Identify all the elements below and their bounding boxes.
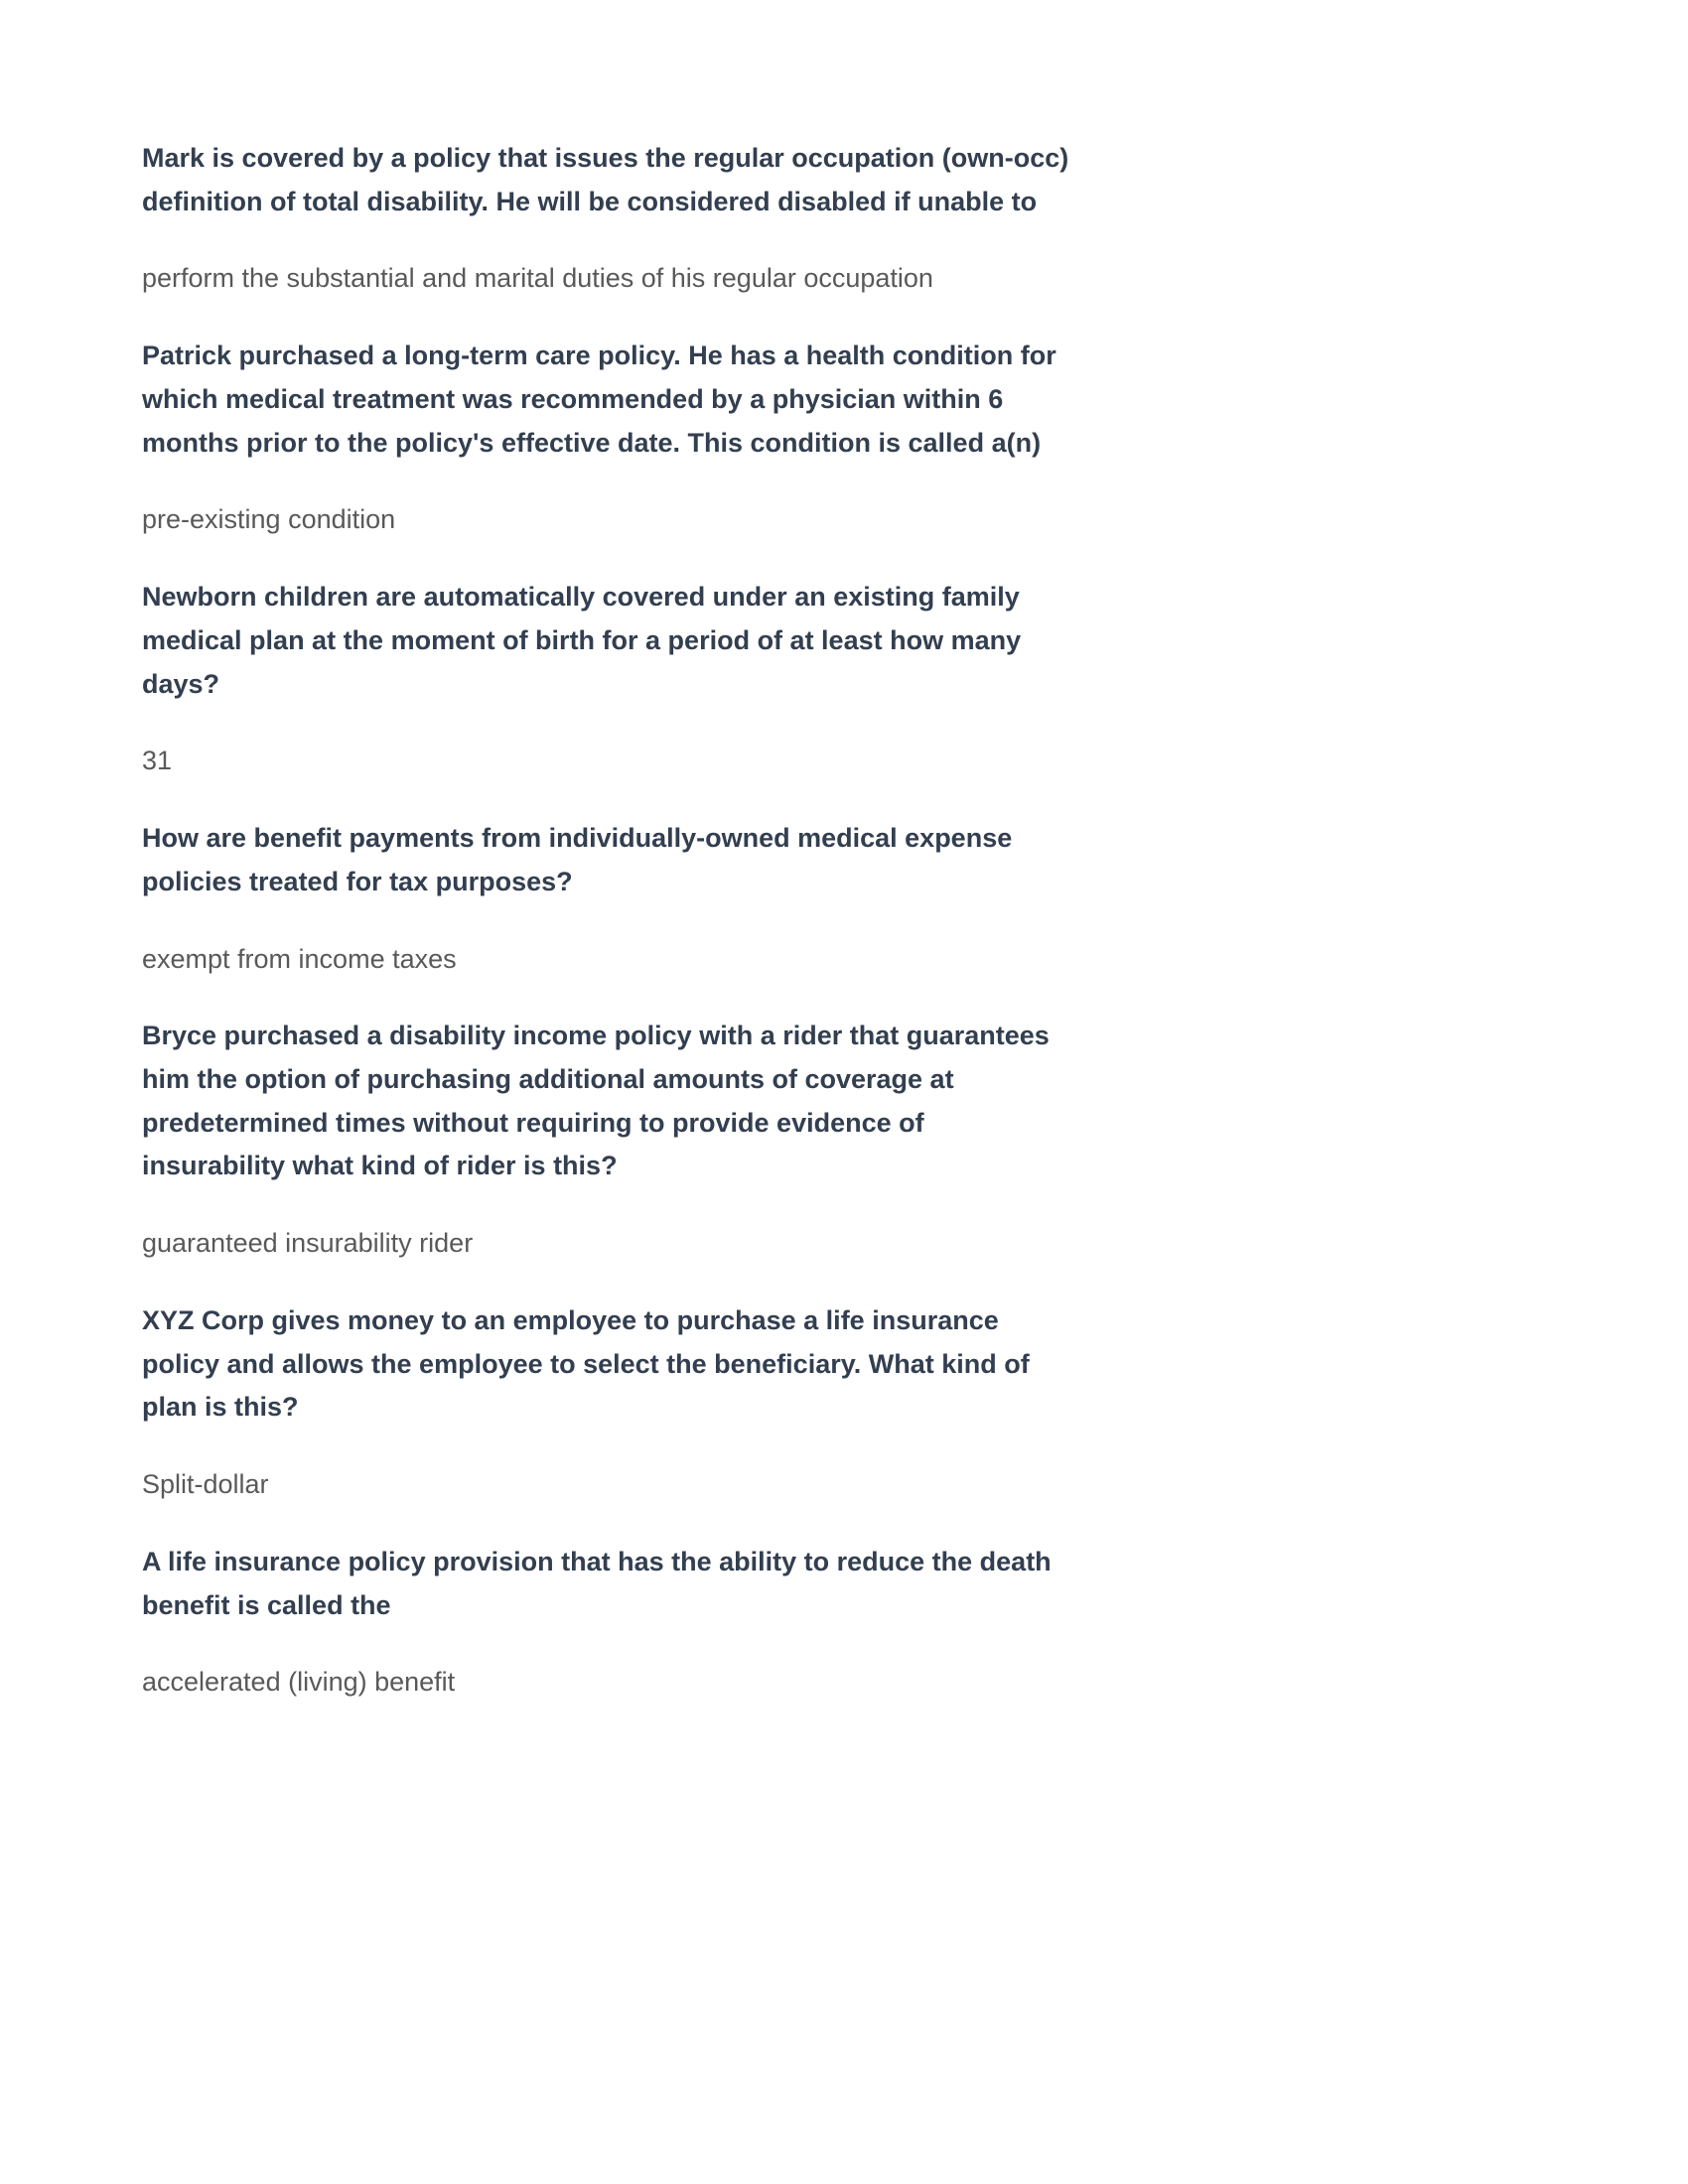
question-3: Newborn children are automatically covered under an existing family medical plan at the moment of birth for a period of at least how many days? xyxy=(142,582,1022,699)
question-5: Bryce purchased a disability income policy with a rider that guarantees him the option of purchasing additional amounts of coverage at predetermined times without requiring to provide evidence of insurability what kind of rider is this? xyxy=(142,1021,1050,1181)
question-7: A life insurance policy provision that has the ability to reduce the death benefit is called the xyxy=(142,1546,1052,1620)
question-6: XYZ Corp gives money to an employee to purchase a life insurance policy and allows the employee to select the beneficiary. What kind of plan is this? xyxy=(142,1304,1030,1423)
question-2: Patrick purchased a long-term care policy. He has a health condition for which medical treatment was recommended by a physician within 6 months prior to the policy's effective date. This condition is called a(n) xyxy=(142,341,1056,458)
answer-1: perform the substantial and marital duties of his regular occupation xyxy=(142,263,933,294)
answer-7: accelerated (living) benefit xyxy=(142,1667,456,1698)
question-1: Mark is covered by a policy that issues the regular occupation (own-occ) definition of total disability. He will be considered disabled if unable to xyxy=(142,143,1069,216)
answer-3: 31 xyxy=(142,746,173,776)
answer-4: exempt from income taxes xyxy=(142,943,457,974)
answer-2: pre-existing condition xyxy=(142,504,396,535)
answer-6: Split-dollar xyxy=(142,1469,269,1500)
question-4: How are benefit payments from individually-owned medical expense policies treated for tax purposes? xyxy=(142,823,1013,896)
answer-5: guaranteed insurability rider xyxy=(142,1228,474,1259)
document-content xyxy=(142,137,1070,1705)
